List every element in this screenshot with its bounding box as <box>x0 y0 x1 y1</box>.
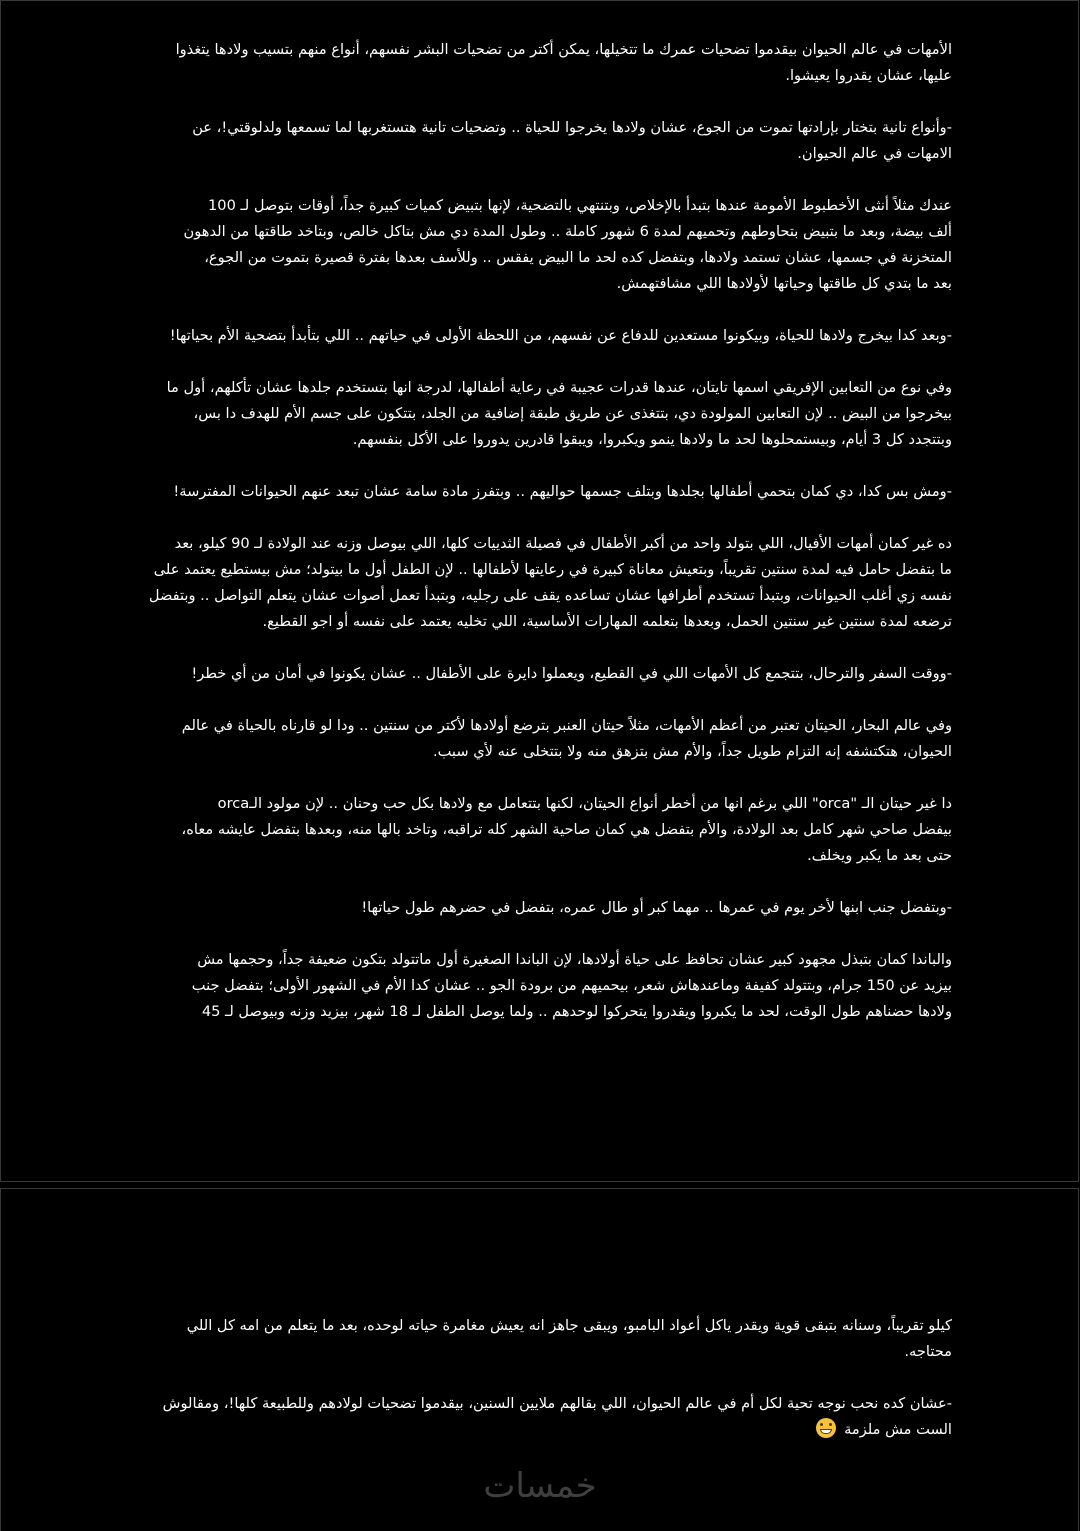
paragraph: -ومش بس كدا، دي كمان بتحمي أطفالها بجلدها وبتلف جسمها حواليهم .. وبتفرز مادة سامة عشان تبعد عنهم الحيوانات المفترسة! <box>173 483 952 500</box>
paragraph: كيلو تقريباً، وسنانه بتبقى قوية ويقدر ياكل أعواد البامبو، ويبقى جاهز انه يعيش مغامرة حياته لوحده، بعد ما يتعلم من امه كل اللي محتاجه. <box>186 1317 952 1360</box>
paragraph: -ووقت السفر والترحال، بتتجمع كل الأمهات اللي في القطيع، ويعملوا دايرة على الأطفال .. عشان يكونوا في أمان من أي خطر! <box>191 665 952 682</box>
paragraph-last-line: الست مش ملزمة <box>844 1421 952 1438</box>
paragraph: -وأنواع تانية بتختار بإرادتها تموت من الجوع، عشان ولادها يخرجوا للحياة .. وتضحيات تانية هتستغربها لما تسمعها ولدلوقتي!، عن الامهات في عالم الحيوان. <box>192 119 952 162</box>
paragraph: -وبتفضل جنب ابنها لأخر يوم في عمرها .. مهما كبر أو طال عمره، بتفضل في حضرهم طول حياتها! <box>361 899 952 916</box>
watermark-logo: خمسات <box>483 1466 597 1506</box>
paragraph: دا غير حيتان الـ "orca" اللي برغم انها من أخطر أنواع الحيتان، لكنها بتتعامل مع ولادها بكل حب وحنان .. لإن مولود الـorca بيفضل صاحي شهر كامل بعد الولادة، والأم بتفضل هي كمان صاحية الشهر كله تراقبه، وتاخد بالها منه، وبعدها بتفضل عايشه معاه، حتى بعد ما يكبر ويخلف. <box>181 795 952 864</box>
paragraph: عندك مثلاً أنثى الأخطبوط الأمومة عندها بتبدأ بالإخلاص، وبتنتهي بالتضحية، لإنها بتبيض كميات كبيرة جداً، أوقات بتوصل لـ 100 ألف بيضة، وبعد ما بتبيض بتحاوطهم وتحميهم لمدة 6 شهور كاملة .. وطول المدة دي مش بتاكل خالص، وبتاخد طاقتها من الدهون المتخزنة في جسمها، عشان تستمد ولادها، وبتفضل كده لحد ما البيض يفقس .. وللأسف بعدها بفترة قصيرة بتموت من الجوع، بعد ما بتدي كل طاقتها وحياتها لأولادها اللي مشافتهمش. <box>183 197 952 292</box>
paragraph: وفي عالم البحار، الحيتان تعتبر من أعظم الأمهات، مثلاً حيتان العنبر بترضع أولادها لأكتر من سنتين .. ودا لو قارناه بالحياة في عالم الحيوان، هتكتشفه إنه التزام طويل جداً، والأم مش بتزهق منه ولا بتتخلى عنه لأي سبب. <box>181 717 952 760</box>
paragraph: وفي نوع من التعابين الإفريقي اسمها تايتان، عندها قدرات عجيبة في رعاية أطفالها، لدرجة انها بتستخدم جلدها عشان تأكلهم، أول ما بيخرجوا من البيض .. لإن التعابين المولودة دي، بتتغذى عن طريق طبقة إضافية من الجلد، بتتكون على جسم الأم للهدف دا بس، وبتتجدد كل 3 أيام، وبيستمحلوها لحد ما ولادها ينمو ويكبروا، ويبقوا قادرين يدوروا على الأكل بنفسهم. <box>166 379 952 448</box>
paragraph: -وبعد كدا بيخرج ولادها للحياة، وبيكونوا مستعدين للدفاع عن نفسهم، من اللحظة الأولى في حياتهم .. اللي بتأبدأ بتضحية الأم بحياتها! <box>169 327 952 344</box>
paragraph: الأمهات في عالم الحيوان بيقدموا تضحيات عمرك ما تتخيلها، يمكن أكتر من تضحيات البشر نفسهم، أنواع منهم بتسيب ولادها يتغذوا عليها، عشان يقدروا يعيشوا. <box>175 41 952 84</box>
article-text-page-1 <box>127 37 952 1025</box>
paragraph: والباندا كمان بتبذل مجهود كبير عشان تحافظ على حياة أولادها، لإن الباندا الصغيرة أول ماتتولد بتكون ضعيفة جداً، وحجمها مش بيزيد عن 150 جرام، وبتتولد كفيفة وماعندهاش شعر، بيحميهم من برودة الجو .. عشان كدا الأم في الشهور الأولى؛ بتفضل جنب ولادها حضناهم طول الوقت، لحد ما يكبروا ويقدروا يتحركوا لوحدهم .. ولما يوصل الطفل لـ 18 شهر، بيزيد وزنه وبيوصل لـ 45 <box>191 951 952 1020</box>
article-text-page-2 <box>127 1313 952 1443</box>
grinning-face-icon <box>816 1418 836 1438</box>
paragraph: ده غير كمان أمهات الأفيال، اللي بتولد واحد من أكبر الأطفال في فصيلة الثدييات كلها، اللي بيوصل وزنه عند الولادة لـ 90 كيلو، بعد ما بتفضل حامل فيه لمدة سنتين تقريباً، وبتعيش معاناة كبيرة في رعايتها لأطفالها .. لإن الطفل أول ما بيتولد؛ مش بيستطيع يعتمد على نفسه زي أغلب الحيوانات، وبتبدأ تستخدم أطرافها عشان تساعده يقف على رجليه، وبتبدأ تعمل أصوات عشان يتعلم التواصل .. وبتفضل ترضعه لمدة سنتين غير سنتين الحمل، وبعدها بتعلمه المهارات الأساسية، اللي تخليه يعتمد على نفسه أو اجو القطيع. <box>148 535 952 630</box>
paragraph-text: -عشان كده نحب نوجه تحية لكل أم في عالم الحيوان، اللي بقالهم ملايين السنين، بيقدموا تضحيات لولادهم وللطبيعة كلها!، ومقالوش <box>162 1395 952 1412</box>
final-paragraph <box>127 1391 952 1443</box>
